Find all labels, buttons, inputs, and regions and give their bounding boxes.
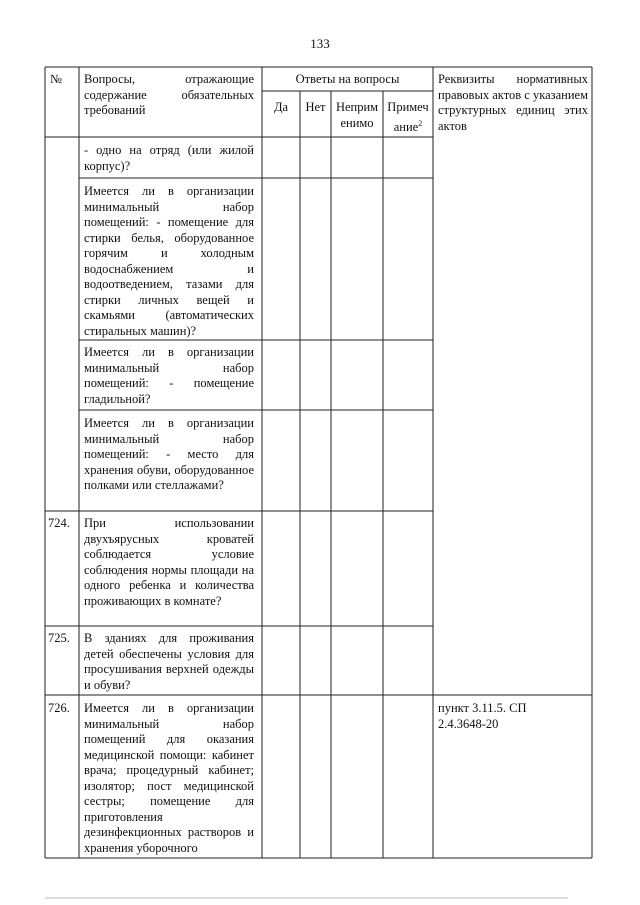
header-na-line1: Неприм bbox=[335, 100, 379, 114]
header-note-line1: Примеч bbox=[387, 100, 429, 114]
header-note-superscript: 2 bbox=[418, 118, 423, 128]
row-question: Имеется ли в организации минимальный набор помещений: - помещение гладильной? bbox=[84, 345, 254, 406]
header-requisites: Реквизиты нормативных правовых актов с указанием структурных единиц этих актов bbox=[438, 72, 588, 133]
row-question: Имеется ли в организации минимальный набор помещений: - место для хранения обуви, оборудованное полками или стеллажами? bbox=[84, 416, 254, 492]
header-no: Нет bbox=[305, 100, 326, 114]
row-question: Имеется ли в организации минимальный набор помещений: - помещение для стирки белья, оборудованное горячим и холодным водоснабжением и водоотведением, тазами для стирки личных вещей и скамьями (автоматических стиральных машин)? bbox=[84, 184, 254, 338]
header-question: Вопросы, отражающие содержание обязательных требований bbox=[84, 72, 254, 117]
header-num: № bbox=[50, 72, 62, 86]
header-na-line2: енимо bbox=[340, 115, 374, 130]
row-question: Имеется ли в организации минимальный набор помещений для оказания медицинской помощи: кабинет врача; процедурный кабинет; изолятор; пост медицинской сестры; помещение для приготовления дезинфекционных растворов и хранения уборочного bbox=[84, 701, 254, 855]
row-number: 724. bbox=[48, 516, 70, 530]
row-requisites: пункт 3.11.5. СП 2.4.3648-20 bbox=[438, 701, 527, 731]
row-number: 726. bbox=[48, 701, 70, 715]
page-number: 133 bbox=[310, 36, 330, 51]
header-yes: Да bbox=[273, 100, 289, 114]
header-note bbox=[383, 100, 433, 135]
row-number: 725. bbox=[48, 631, 70, 645]
header-note-line2: ание bbox=[393, 119, 419, 134]
row-question: В зданиях для проживания детей обеспечены условия для просушивания верхней одежды и обуви? bbox=[84, 631, 254, 692]
scan-edge bbox=[45, 897, 568, 899]
header-na bbox=[331, 100, 383, 131]
header-answers: Ответы на вопросы bbox=[295, 72, 400, 86]
row-question: При использовании двухъярусных кроватей соблюдается условие соблюдения нормы площади на одного ребенка и количества проживающих в комнате? bbox=[84, 516, 254, 608]
row-question: - одно на отряд (или жилой корпус)? bbox=[84, 143, 254, 173]
